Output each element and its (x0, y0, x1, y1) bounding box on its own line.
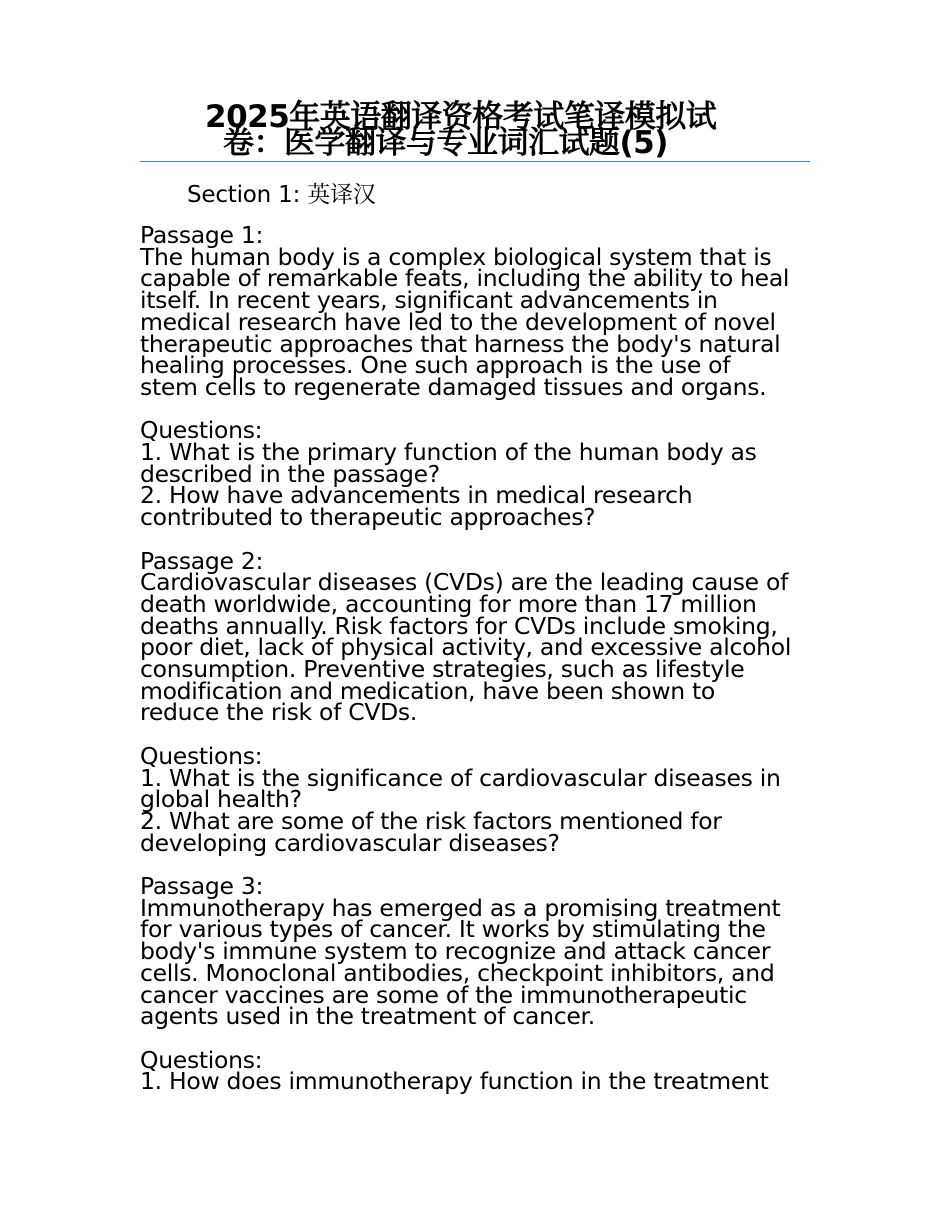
title-line-2: 卷：医学翻译与专业词汇试题(5) (223, 125, 668, 161)
passage-heading: Passage 2: (140, 546, 264, 575)
passage-1 (140, 221, 820, 401)
question-line: contributed to therapeutic approaches? (140, 503, 596, 532)
question-line: 1. How does immunotherapy function in the treatment (140, 1067, 769, 1096)
question-line: global health? (140, 785, 302, 814)
questions-heading: Questions: (140, 1045, 263, 1074)
passage-line: itself. In recent years, significant advancements in (140, 286, 718, 315)
passage-line: poor diet, lack of physical activity, and excessive alcohol (140, 633, 792, 662)
section-heading: Section 1: 英译汉 (187, 182, 376, 208)
questions-heading: Questions: (140, 416, 263, 445)
question-line: 1. What is the significance of cardiovascular diseases in (140, 763, 781, 792)
question-line: 2. How have advancements in medical research (140, 481, 693, 510)
passage-heading: Passage 3: (140, 872, 264, 901)
questions-2 (140, 741, 820, 857)
question-line: developing cardiovascular diseases? (140, 828, 560, 857)
passage-line: therapeutic approaches that harness the body's natural (140, 329, 781, 358)
passage-line: medical research have led to the development of novel (140, 307, 776, 336)
passage-line: consumption. Preventive strategies, such as lifestyle (140, 655, 745, 684)
passage-line: cancer vaccines are some of the immunotherapeutic (140, 980, 747, 1009)
passage-line: capable of remarkable feats, including the ability to heal (140, 264, 790, 293)
document-title (205, 99, 795, 161)
passage-line: cells. Monoclonal antibodies, checkpoint inhibitors, and (140, 958, 775, 987)
passage-line: for various types of cancer. It works by stimulating the (140, 915, 766, 944)
questions-1 (140, 416, 820, 532)
passage-line: healing processes. One such approach is the use of (140, 351, 731, 380)
passage-line: Cardiovascular diseases (CVDs) are the leading cause of (140, 568, 789, 597)
title-divider (140, 161, 810, 162)
question-line: 1. What is the primary function of the human body as (140, 438, 757, 467)
passage-heading: Passage 1: (140, 221, 264, 249)
passage-line: Immunotherapy has emerged as a promising treatment (140, 893, 781, 922)
document-body (140, 221, 820, 1096)
passage-line: stem cells to regenerate damaged tissues and organs. (140, 372, 767, 401)
passage-line: body's immune system to recognize and attack cancer (140, 937, 771, 966)
passage-2 (140, 546, 820, 727)
passage-line: modification and medication, have been shown to (140, 676, 715, 705)
passage-line: agents used in the treatment of cancer. (140, 1002, 595, 1031)
passage-line: death worldwide, accounting for more than 17 million (140, 589, 757, 618)
questions-heading: Questions: (140, 741, 263, 770)
question-line: 2. What are some of the risk factors mentioned for (140, 806, 722, 835)
question-line: described in the passage? (140, 459, 440, 488)
questions-3 (140, 1045, 820, 1096)
passage-line: reduce the risk of CVDs. (140, 698, 418, 727)
passage-line: deaths annually. Risk factors for CVDs include smoking, (140, 611, 778, 640)
title-line-1: 2025年英语翻译资格考试笔译模拟试 (205, 99, 717, 135)
passage-line: The human body is a complex biological system that is (140, 242, 772, 271)
passage-3 (140, 872, 820, 1031)
